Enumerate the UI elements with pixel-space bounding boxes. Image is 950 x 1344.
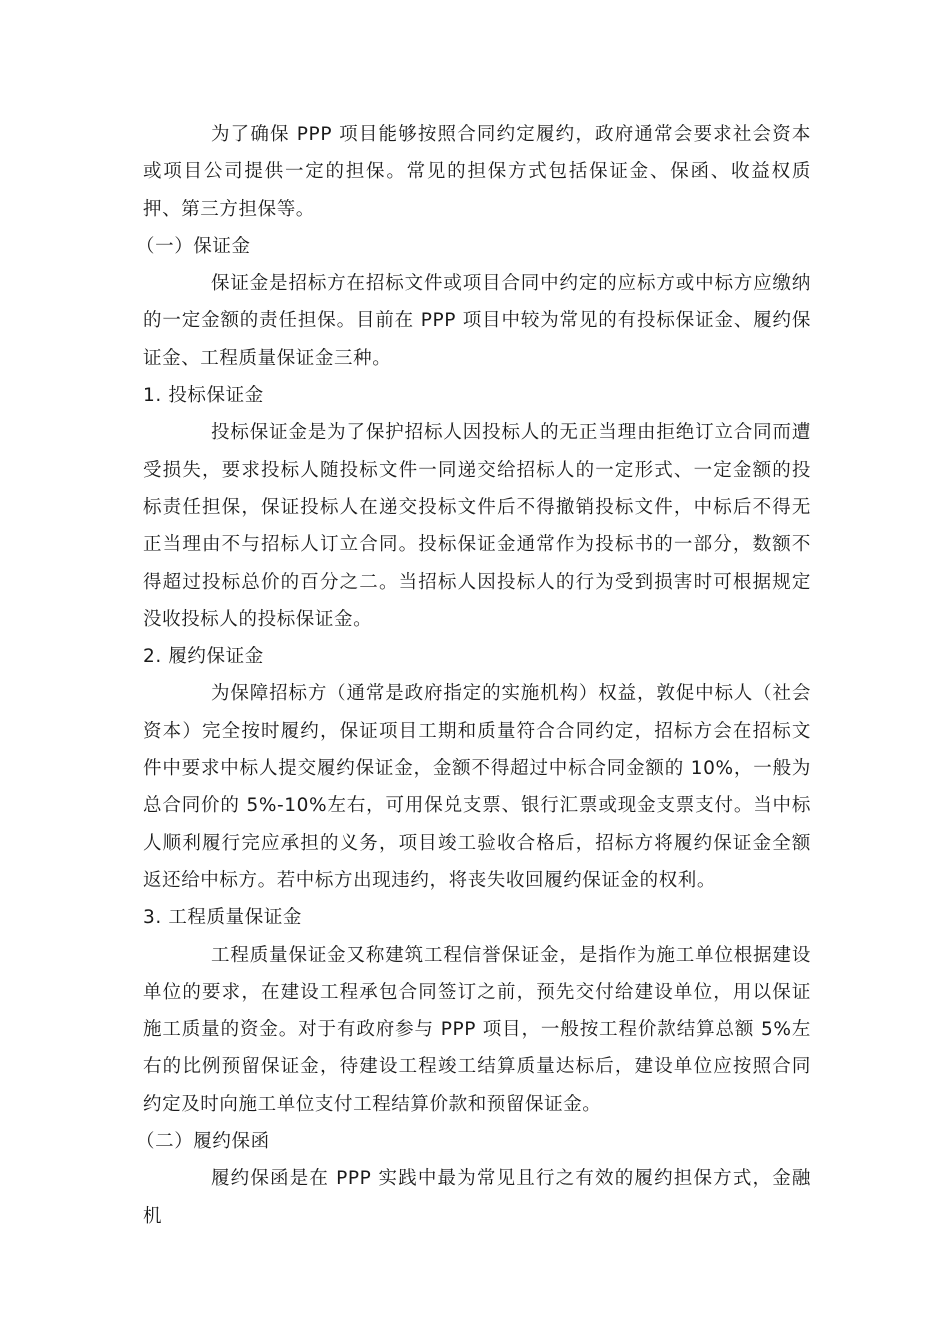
quality-bond-paragraph: 工程质量保证金又称建筑工程信誉保证金，是指作为施工单位根据建设单位的要求，在建设工程承包合同签订之前，预先交付给建设单位，用以保证施工质量的资金。对于有政府参与 PPP 项目，一般按工程价款结算总额 5%左右的比例预留保证金，待建设工程竣工结算质量达标后，建设单位应按照合同约定及时向施工单位支付工程结算价款和预留保证金。 <box>143 944 811 1115</box>
section-heading-performance-guarantee: （二）履约保函 <box>136 1131 270 1153</box>
subsection-heading-quality-bond: 3. 工程质量保证金 <box>143 907 303 929</box>
document-body <box>136 116 811 1235</box>
intro-paragraph: 为了确保 PPP 项目能够按照合同约定履约，政府通常会要求社会资本或项目公司提供一定的担保。常见的担保方式包括保证金、保函、收益权质押、第三方担保等。 <box>143 124 811 220</box>
section-heading-deposit: （一）保证金 <box>136 235 251 257</box>
subsection-heading-bid-bond: 1. 投标保证金 <box>143 385 264 407</box>
deposit-paragraph: 保证金是招标方在招标文件或项目合同中约定的应标方或中标方应缴纳的一定金额的责任担保。目前在 PPP 项目中较为常见的有投标保证金、履约保证金、工程质量保证金三种。 <box>143 273 811 369</box>
performance-bond-paragraph: 为保障招标方（通常是政府指定的实施机构）权益，敦促中标人（社会资本）完全按时履约，保证项目工期和质量符合合同约定，招标方会在招标文件中要求中标人提交履约保证金，金额不得超过中标合同金额的 10%，一般为总合同价的 5%-10%左右，可用保兑支票、银行汇票或现金支票支付。当中标人顺利履行完应承担的义务，项目竣工验收合格后，招标方将履约保证金全额返还给中标方。若中标方出现违约，将丧失收回履约保证金的权利。 <box>143 683 811 891</box>
performance-guarantee-paragraph: 履约保函是在 PPP 实践中最为常见且行之有效的履约担保方式，金融机 <box>143 1168 811 1227</box>
bid-bond-paragraph: 投标保证金是为了保护招标人因投标人的无正当理由拒绝订立合同而遭受损失，要求投标人随投标文件一同递交给招标人的一定形式、一定金额的投标责任担保，保证投标人在递交投标文件后不得撤销投标文件，中标后不得无正当理由不与招标人订立合同。投标保证金通常作为投标书的一部分，数额不得超过投标总价的百分之二。当招标人因投标人的行为受到损害时可根据规定没收投标人的投标保证金。 <box>143 422 811 630</box>
subsection-heading-performance-bond: 2. 履约保证金 <box>143 646 264 668</box>
